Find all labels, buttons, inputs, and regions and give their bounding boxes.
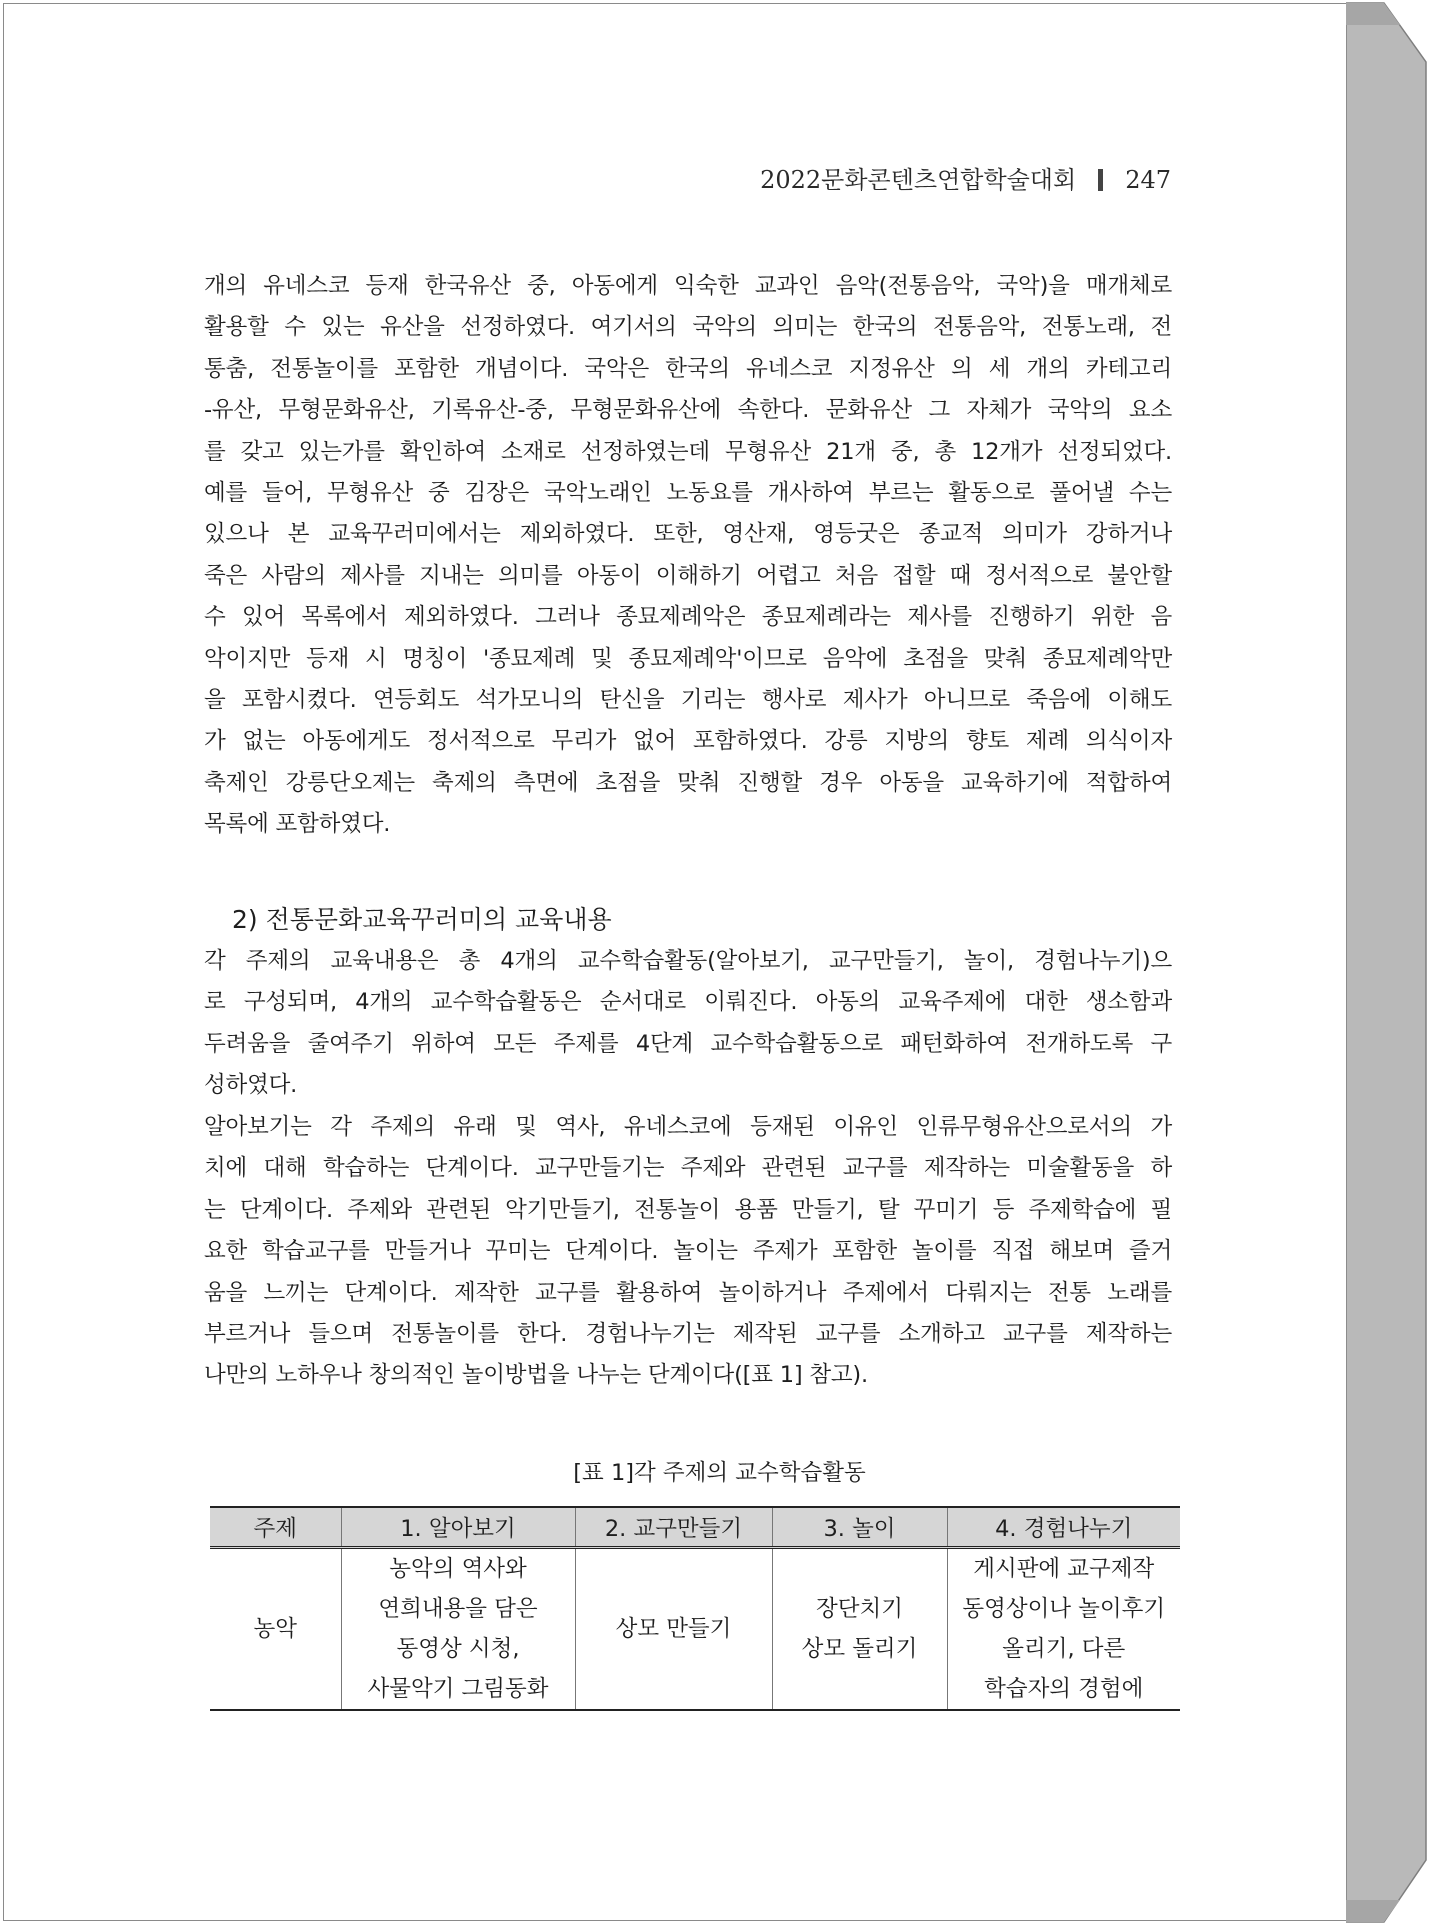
cell-text: 올리기, 다른	[1002, 1636, 1126, 1662]
text-line: 부르거나 들으며 전통놀이를 한다. 경험나누기는 제작된 교구를 소개하고 교구를 제작하는	[204, 1321, 1172, 1348]
column-header: 주제	[210, 1507, 341, 1548]
text-line: 로 구성되며, 4개의 교수학습활동은 순서대로 이뤄진다. 아동의 교육주제에 대한 생소함과	[204, 989, 1172, 1016]
column-header: 3. 놀이	[772, 1507, 947, 1548]
text-line: 죽은 사람의 제사를 지내는 의미를 아동이 이해하기 어렵고 처음 접할 때 정서적으로 불안할	[204, 562, 1172, 589]
table-header-row	[210, 1507, 1180, 1548]
text-line: -유산, 무형문화유산, 기록유산-중, 무형문화유산에 속한다. 문화유산 그 자체가 국악의 요소	[204, 397, 1172, 424]
text-line: 악이지만 등재 시 명칭이 '종묘제례 및 종묘제례악'이므로 음악에 초점을 맞춰 종묘제례악만	[204, 645, 1172, 672]
column-header: 1. 알아보기	[341, 1507, 575, 1548]
section-heading: 2) 전통문화교육꾸러미의 교육내용	[232, 905, 612, 934]
text-line: 활용할 수 있는 유산을 선정하였다. 여기서의 국악의 의미는 한국의 전통음악, 전통노래, 전	[204, 314, 1172, 341]
column-header: 4. 경험나누기	[947, 1507, 1180, 1548]
make-cell	[575, 1548, 772, 1711]
text-line: 축제인 강릉단오제는 축제의 측면에 초점을 맞춰 진행할 경우 아동을 교육하기에 적합하여	[204, 769, 1172, 796]
cell-text: 동영상 시청,	[396, 1636, 520, 1662]
share-cell	[947, 1548, 1180, 1711]
running-header	[760, 160, 1171, 195]
cell-text: 상모 만들기	[615, 1616, 732, 1642]
cell-text: 상모 돌리기	[801, 1636, 918, 1662]
cell-text: 연희내용을 담은	[378, 1596, 538, 1622]
text-line: 를 갖고 있는가를 확인하여 소재로 선정하였는데 무형유산 21개 중, 총 12개가 선정되었다.	[204, 438, 1172, 465]
text-line: 나만의 노하우나 창의적인 놀이방법을 나누는 단계이다([표 1] 참고).	[204, 1362, 868, 1389]
text-line: 목록에 포함하였다.	[204, 811, 391, 838]
conference-title: 2022문화콘텐츠연합학술대회	[760, 166, 1077, 194]
table-caption: [표 1]각 주제의 교수학습활동	[573, 1460, 866, 1486]
cell-text: 학습자의 경험에	[984, 1676, 1144, 1702]
text-line: 치에 대해 학습하는 단계이다. 교구만들기는 주제와 관련된 교구를 제작하는 미술활동을 하	[204, 1155, 1172, 1182]
topic-cell	[210, 1548, 341, 1711]
paragraph-3	[204, 1107, 1172, 1397]
table-row	[210, 1548, 1180, 1711]
cell-text: 농악의 역사와	[389, 1556, 527, 1582]
text-line: 성하였다.	[204, 1072, 298, 1099]
learn-cell	[341, 1548, 575, 1711]
cell-text: 게시판에 교구제작	[973, 1556, 1155, 1582]
text-line: 각 주제의 교육내용은 총 4개의 교수학습활동(알아보기, 교구만들기, 놀이, 경험나누기)으	[204, 948, 1172, 974]
text-line: 요한 학습교구를 만들거나 꾸미는 단계이다. 놀이는 주제가 포함한 놀이를 직접 해보며 즐거	[204, 1238, 1172, 1265]
play-cell	[772, 1548, 947, 1711]
header-separator	[1098, 169, 1103, 191]
cell-text: 사물악기 그림동화	[367, 1676, 549, 1702]
paragraph-2	[204, 941, 1172, 1107]
cell-text: 동영상이나 놀이후기	[962, 1596, 1166, 1622]
text-line: 을 포함시켰다. 연등회도 석가모니의 탄신을 기리는 행사로 제사가 아니므로 죽음에 이해도	[204, 687, 1172, 714]
text-line: 수 있어 목록에서 제외하였다. 그러나 종묘제례악은 종묘제례라는 제사를 진행하기 위한 음	[204, 604, 1172, 631]
text-line: 개의 유네스코 등재 한국유산 중, 아동에게 익숙한 교과인 음악(전통음악, 국악)을 매개체로	[204, 273, 1172, 299]
text-line: 두려움을 줄여주기 위하여 모든 주제를 4단계 교수학습활동으로 패턴화하여 전개하도록 구	[204, 1030, 1172, 1057]
cell-text: 장단치기	[816, 1596, 903, 1622]
text-line: 통춤, 전통놀이를 포함한 개념이다. 국악은 한국의 유네스코 지정유산 의 세 개의 카테고리	[204, 355, 1172, 382]
text-line: 알아보기는 각 주제의 유래 및 역사, 유네스코에 등재된 이유인 인류무형유산으로서의 가	[204, 1114, 1173, 1140]
text-line: 있으나 본 교육꾸러미에서는 제외하였다. 또한, 영산재, 영등굿은 종교적 의미가 강하거나	[204, 521, 1172, 548]
text-line: 는 단계이다. 주제와 관련된 악기만들기, 전통놀이 용품 만들기, 탈 꾸미기 등 주제학습에 필	[204, 1196, 1172, 1223]
page-number: 247	[1125, 166, 1171, 194]
paragraph-1	[204, 266, 1172, 846]
text-line: 가 없는 아동에게도 정서적으로 무리가 없어 포함하였다. 강릉 지방의 향토 제례 의식이자	[204, 728, 1172, 755]
page-stack-edge	[1346, 0, 1436, 1926]
cell-text: 농악	[253, 1616, 297, 1642]
column-header: 2. 교구만들기	[575, 1507, 772, 1548]
activity-table	[210, 1506, 1180, 1711]
text-line: 움을 느끼는 단계이다. 제작한 교구를 활용하여 놀이하거나 주제에서 다뤄지는 전통 노래를	[204, 1279, 1172, 1306]
text-line: 예를 들어, 무형유산 중 김장은 국악노래인 노동요를 개사하여 부르는 활동으로 풀어낼 수는	[204, 480, 1172, 507]
